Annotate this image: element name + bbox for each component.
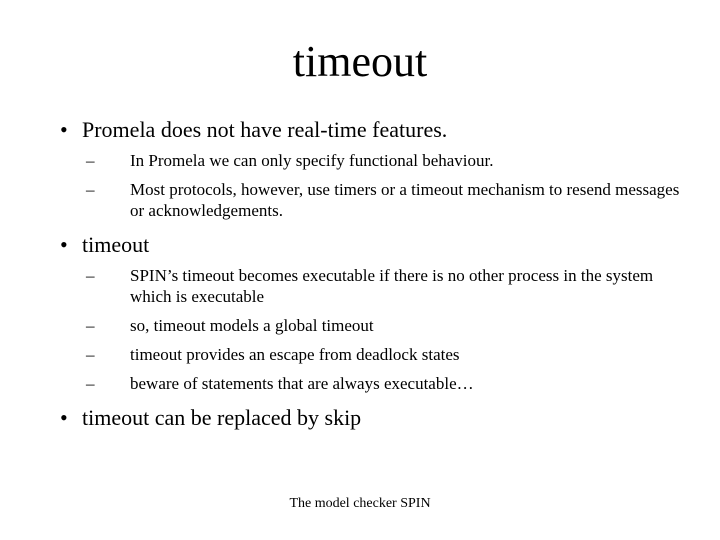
sub-bullet-text: Most protocols, however, use timers or a timeout mechanism to resend messages or acknowledgements. xyxy=(130,180,680,220)
sub-bullet-item xyxy=(82,179,680,221)
bullet-item xyxy=(60,231,680,394)
sub-bullet-item xyxy=(82,265,680,307)
sub-bullet-text: so, timeout models a global timeout xyxy=(130,316,374,335)
sub-bullet-text: SPIN’s timeout becomes executable if there is no other process in the system which is executable xyxy=(130,266,654,306)
bullet-text: timeout xyxy=(82,232,150,257)
sub-bullet-text: In Promela we can only specify functional behaviour. xyxy=(130,151,494,170)
bullet-text: Promela does not have real-time features. xyxy=(82,117,448,142)
slide-footer: The model checker SPIN xyxy=(289,496,431,511)
sub-bullet-item xyxy=(82,344,680,365)
bullet-text: timeout can be replaced by skip xyxy=(82,405,362,430)
sub-bullet-item xyxy=(82,315,680,336)
sub-bullet-item xyxy=(82,373,680,394)
sub-bullet-list xyxy=(82,265,680,394)
sub-bullet-item xyxy=(82,150,680,171)
sub-bullet-text: beware of statements that are always executable… xyxy=(130,374,474,393)
bullet-marker: • xyxy=(60,405,68,430)
dash-marker: – xyxy=(86,151,95,170)
bullet-marker: • xyxy=(60,117,68,142)
dash-marker: – xyxy=(86,345,95,364)
sub-bullet-text: timeout provides an escape from deadlock states xyxy=(130,345,460,364)
bullet-marker: • xyxy=(60,232,68,257)
dash-marker: – xyxy=(86,180,95,199)
dash-marker: – xyxy=(86,316,95,335)
bullet-item xyxy=(60,116,680,221)
dash-marker: – xyxy=(86,374,95,393)
dash-marker: – xyxy=(86,266,95,285)
slide-title: timeout xyxy=(292,37,428,86)
bullet-list xyxy=(60,116,680,438)
bullet-item xyxy=(60,404,680,432)
sub-bullet-list xyxy=(82,150,680,221)
